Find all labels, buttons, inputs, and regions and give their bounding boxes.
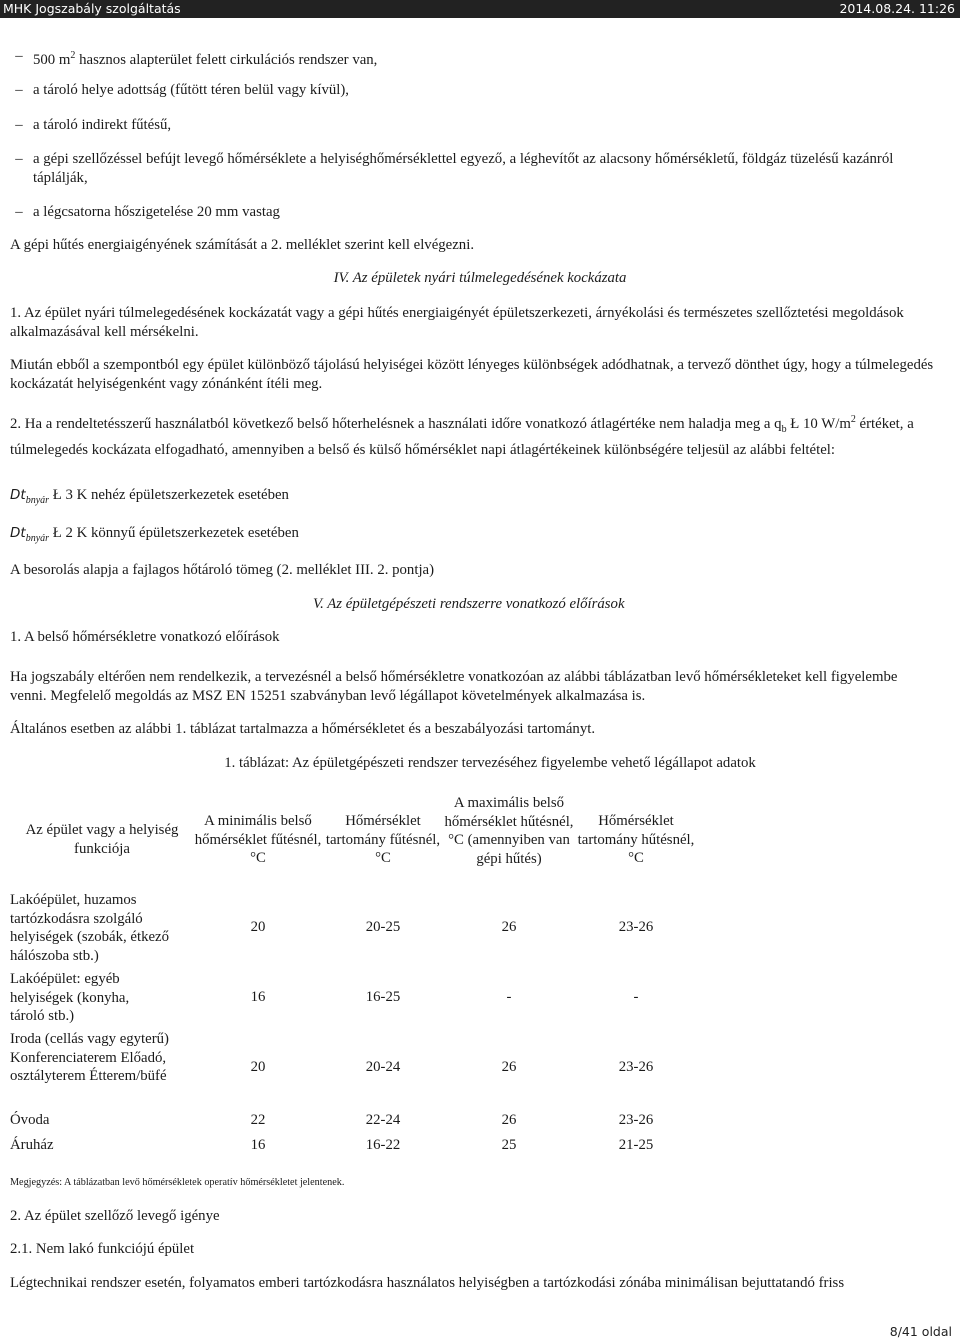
table-caption: 1. táblázat: Az épületgépészeti rendszer tervezéséhez figyelembe vehető légállapot adatok [224, 755, 756, 771]
table-cell: 23-26 [618, 1112, 654, 1128]
paragraph-legtechnikai: Légtechnikai rendszer esetén, folyamatos emberi tartózkodásra használatos helyiségben a tartózkodási zónába minimálisan bejuttatandó friss [10, 1275, 845, 1291]
table-header: Az épület vagy a helyiség funkciója [25, 822, 179, 857]
table-row-label: Áruház [10, 1137, 54, 1153]
table-cell: 16 [250, 1137, 266, 1153]
table-cell: 26 [501, 1112, 517, 1128]
paragraph-v-altalanos: Általános esetben az alábbi 1. táblázat tartalmazza a hőmérsékletet és a beszabályozási tartományt. [10, 721, 596, 737]
table-header: A minimális belső hőmérséklet fűtésnél, °C [194, 813, 322, 866]
list-dash: – [15, 48, 23, 64]
table-cell: 25 [501, 1137, 517, 1153]
list-dash: – [15, 82, 23, 98]
section-v-title: V. Az épületgépészeti rendszerre vonatkozó előírások [313, 596, 625, 612]
section-iv-title: IV. Az épületek nyári túlmelegedésének kockázata [333, 270, 627, 286]
formula-heavy: $Dt_{bnyár}$ Ł 3 K nehéz épületszerkezetek esetében [10, 487, 289, 506]
list-item-text: a légcsatorna hőszigetelése 20 mm vastag [33, 204, 280, 220]
formula-light: $Dt_{bnyár}$ Ł 2 K könnyű épületszerkezetek esetében [10, 525, 299, 544]
table-cell: 20 [250, 919, 266, 935]
table-row-label: Iroda (cellás vagy egyterű) Konferenciaterem Előadó, osztályterem Étterem/büfé [10, 1031, 169, 1084]
table-cell: 16-22 [365, 1137, 401, 1153]
table-cell: 22 [250, 1112, 266, 1128]
list-dash: – [15, 204, 23, 220]
table-note: Megjegyzés: A táblázatban levő hőmérsékletek operatív hőmérsékletet jelentenek. [10, 1177, 345, 1188]
paragraph-gepi-hutes: A gépi hűtés energiaigényének számítását a 2. melléklet szerint kell elvégezni. [10, 237, 475, 253]
header-timestamp: 2014.08.24. 11:26 [839, 1, 955, 16]
page-number: 8/41 oldal [889, 1324, 952, 1339]
table-row-label: Óvoda [10, 1112, 50, 1128]
table-cell: 26 [501, 919, 517, 935]
table-cell: - [506, 989, 512, 1005]
paragraph-iv-1: 1. Az épület nyári túlmelegedésének kockázatát vagy a gépi hűtés energiaigényét épületszerkezeti, árnyékolási és természetes szellőztetési megoldások alkalmazásával kell mérsékelni. [10, 305, 904, 340]
table-row-label: Lakóépület, huzamos tartózkodásra szolgáló helyiségek (szobák, étkező hálószoba stb.) [10, 892, 170, 964]
table-cell: 20 [250, 1059, 266, 1075]
table-cell: 21-25 [618, 1137, 654, 1153]
table-header: A maximális belső hőmérséklet hűtésnél, °C (amennyiben van gépi hűtés) [444, 795, 574, 867]
table-cell: 16 [250, 989, 266, 1005]
table-cell: 20-25 [365, 919, 401, 935]
list-item-text: 500 $m^2$ hasznos alapterület felett cirkulációs rendszer van, [33, 50, 378, 68]
paragraph-iv-2: 2. Ha a rendeltetésszerű használatból következő belső hőterhelésnek a használati időre vonatkozó átlagértéke nem haladja meg a $q_b$ Ł 10 $W/m^2$ értéket, a túlmelegedés kockázata elfogadható, amennyiben a belső és külső hőmérséklet napi átlagértékeinek különbségére teljesül az alábbi feltétel: [10, 414, 914, 458]
table-cell: 16-25 [365, 989, 401, 1005]
paragraph-besorolas: A besorolás alapja a fajlagos hőtároló tömeg (2. melléklet III. 2. pontja) [10, 562, 435, 578]
list-item-text: a gépi szellőzéssel befújt levegő hőmérséklete a helyiséghőmérséklettel egyező, a léghevítőt az alacsony hőmérsékletű, földgáz tüzelésű kazánról táplálják, [33, 151, 894, 186]
heading-2: 2. Az épület szellőző levegő igénye [10, 1208, 220, 1224]
heading-2-1: 2.1. Nem lakó funkciójú épület [10, 1241, 195, 1257]
list-item-text: a tároló helye adottság (fűtött téren belül vagy kívül), [33, 82, 349, 98]
table-cell: - [633, 989, 639, 1005]
table-row-label: Lakóépület: egyéb helyiségek (konyha, tároló stb.) [10, 971, 130, 1024]
table-header: Hőmérséklet tartomány fűtésnél, °C [325, 813, 441, 866]
table-cell: 23-26 [618, 919, 654, 935]
table-cell: 20-24 [365, 1059, 401, 1075]
header-bar [0, 0, 960, 18]
list-dash: – [15, 117, 23, 133]
table-cell: 22-24 [365, 1112, 401, 1128]
header-title: MHK Jogszabály szolgáltatás [3, 1, 181, 16]
table-cell: 26 [501, 1059, 517, 1075]
paragraph-iv-miutan: Miután ebből a szempontból egy épület különböző tájolású helyiségei között lényeges különbségek adódhatnak, a tervező dönthet úgy, hogy a túlmelegedés kockázatát helyiségenként vagy zónánként ítéli meg. [10, 357, 934, 392]
table-header: Hőmérséklet tartomány hűtésnél, °C [577, 813, 695, 866]
table-cell: 23-26 [618, 1059, 654, 1075]
list-item-text: a tároló indirekt fűtésű, [33, 117, 172, 133]
list-dash: – [15, 151, 23, 167]
paragraph-v-ha: Ha jogszabály eltérően nem rendelkezik, a tervezésnél a belső hőmérsékletre vonatkozóan az alábbi táblázatban levő hőmérsékleteket kell figyelembe venni. Megfelelő megoldás az MSZ EN 15251 szabványban levő légállapot követelmények alkalmazása is. [10, 669, 898, 704]
paragraph-v-1: 1. A belső hőmérsékletre vonatkozó előírások [10, 629, 280, 645]
